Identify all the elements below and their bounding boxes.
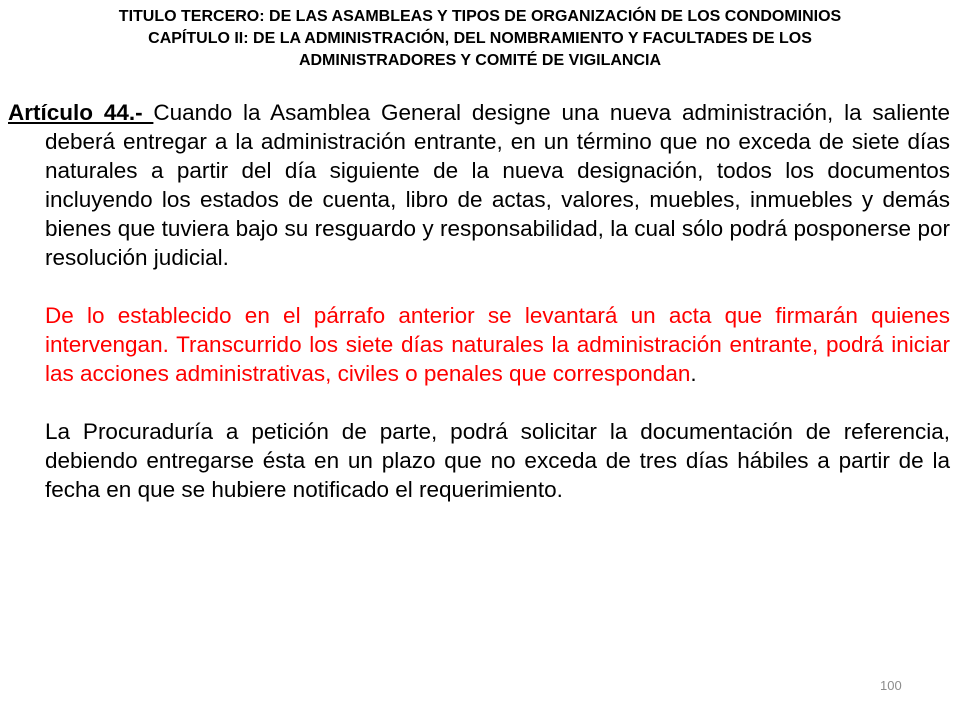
header-title-line-3: ADMINISTRADORES Y COMITÉ DE VIGILANCIA	[298, 52, 662, 69]
page-number: 100	[880, 678, 902, 693]
article-paragraph-2-period: .	[690, 361, 697, 386]
article-paragraph-2	[8, 301, 950, 388]
article-paragraph-1	[8, 98, 950, 272]
header-title-line-2: CAPÍTULO II: DE LA ADMINISTRACIÓN, DEL NOMBRAMIENTO Y FACULTADES DE LOS	[148, 30, 812, 47]
article-paragraph-2-text: De lo establecido en el párrafo anterior se levantará un acta que firmarán quienes intervengan. Transcurrido los siete días naturales la administración entrante, podrá iniciar las acciones administrativas, civiles o penales que correspondan	[45, 303, 950, 386]
header-title-line-1: TITULO TERCERO: DE LAS ASAMBLEAS Y TIPOS DE ORGANIZACIÓN DE LOS CONDOMINIOS	[118, 8, 842, 25]
article-paragraph-3-text: La Procuraduría a petición de parte, podrá solicitar la documentación de referencia, debiendo entregarse ésta en un plazo que no exceda de tres días hábiles a partir de la fecha en que se hubiere notificado el requerimiento.	[45, 419, 950, 502]
article-paragraph-3	[8, 417, 950, 504]
chapter-header	[0, 6, 960, 72]
article-paragraph-1-text: Cuando la Asamblea General designe una nueva administración, la saliente deberá entregar a la administración entrante, en un término que no exceda de siete días naturales a partir del día siguiente de la nueva designación, todos los documentos incluyendo los estados de cuenta, libro de actas, valores, muebles, inmuebles y demás bienes que tuviera bajo su resguardo y responsabilidad, la cual sólo podrá posponerse por resolución judicial.	[45, 100, 950, 270]
article-body	[8, 98, 950, 504]
article-label: Artículo 44.-	[8, 100, 154, 125]
